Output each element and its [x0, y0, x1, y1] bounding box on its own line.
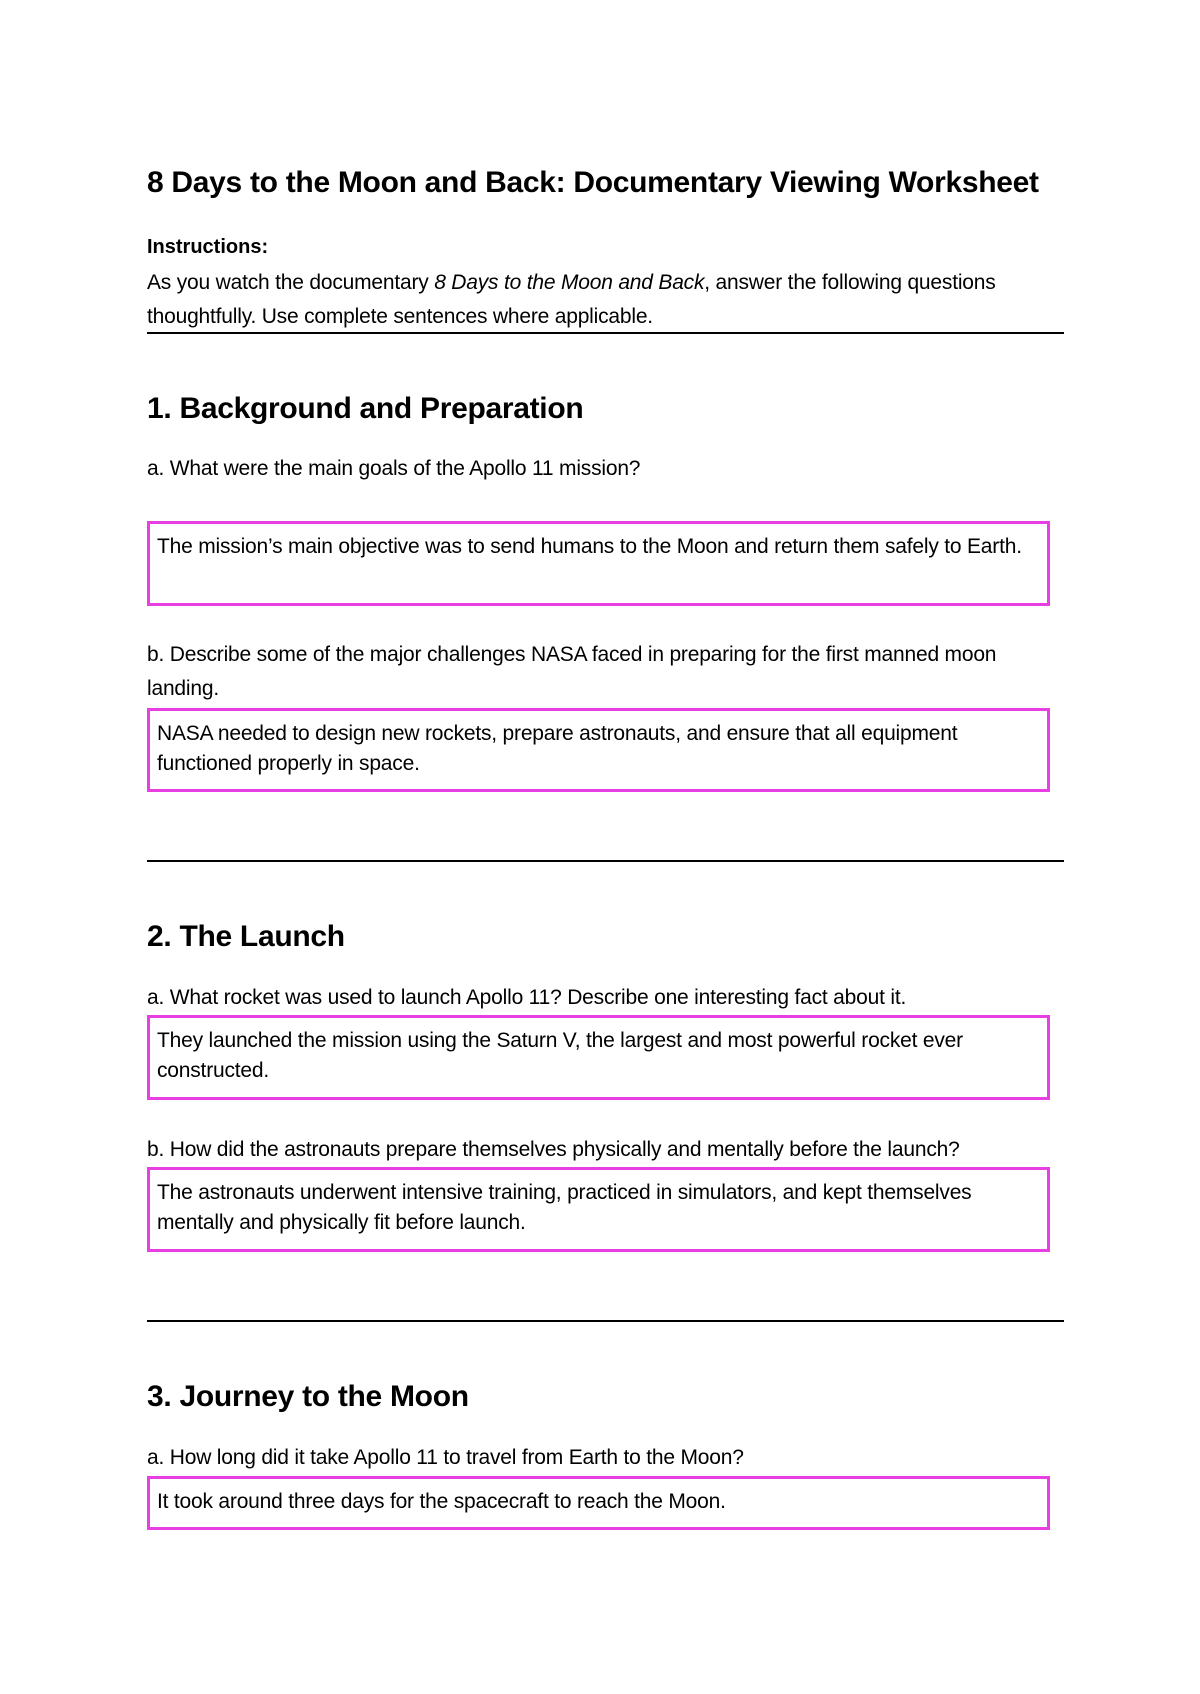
divider-rule — [147, 332, 1064, 334]
question-2b: b. How did the astronauts prepare themselves physically and mentally before the launch? — [147, 1138, 960, 1161]
answer-box-2a[interactable]: They launched the mission using the Saturn V, the largest and most powerful rocket ever constructed. — [147, 1015, 1050, 1100]
documentary-title: 8 Days to the Moon and Back — [434, 271, 705, 294]
instructions-label: Instructions: — [147, 236, 269, 258]
question-3a: a. How long did it take Apollo 11 to travel from Earth to the Moon? — [147, 1446, 744, 1469]
answer-box-1a[interactable]: The mission’s main objective was to send humans to the Moon and return them safely to Earth. — [147, 521, 1050, 606]
section-heading-background: 1. Background and Preparation — [147, 392, 584, 425]
answer-box-2b[interactable]: The astronauts underwent intensive training, practiced in simulators, and kept themselves mentally and physically fit before launch. — [147, 1167, 1050, 1252]
page-title: 8 Days to the Moon and Back: Documentary Viewing Worksheet — [147, 166, 1039, 199]
instructions-text-end: , answer the following questions thoughtfully. Use complete sentences where applicable. — [147, 271, 996, 328]
answer-box-3a[interactable]: It took around three days for the spacecraft to reach the Moon. — [147, 1476, 1050, 1530]
instructions-text-start: As you watch the documentary — [147, 271, 435, 294]
answer-box-1b[interactable]: NASA needed to design new rockets, prepare astronauts, and ensure that all equipment functioned properly in space. — [147, 708, 1050, 792]
instructions-text — [147, 266, 1067, 334]
question-2a: a. What rocket was used to launch Apollo 11? Describe one interesting fact about it. — [147, 986, 907, 1009]
question-1a: a. What were the main goals of the Apollo 11 mission? — [147, 457, 641, 480]
divider-rule — [147, 860, 1064, 862]
section-heading-journey: 3. Journey to the Moon — [147, 1380, 469, 1413]
divider-rule — [147, 1320, 1064, 1322]
question-1b: b. Describe some of the major challenges NASA faced in preparing for the first manned moon landing. — [147, 643, 997, 700]
section-heading-launch: 2. The Launch — [147, 920, 345, 953]
